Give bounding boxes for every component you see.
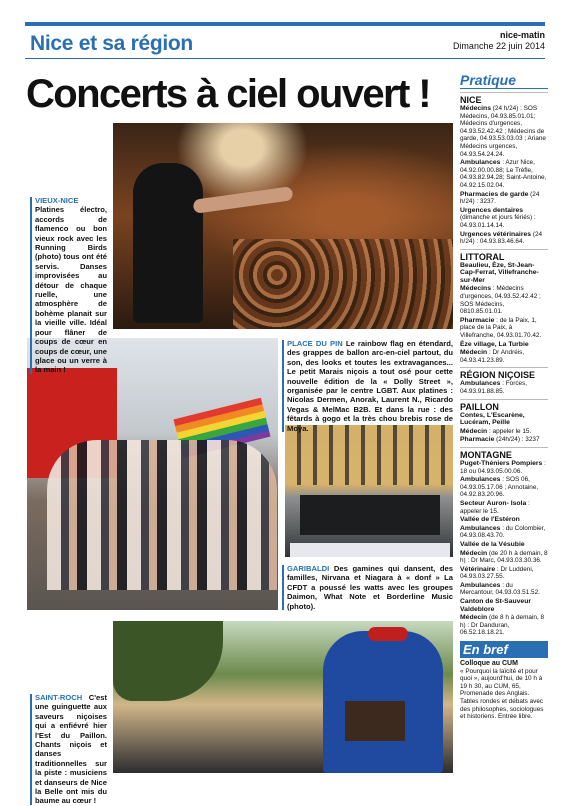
sidebar-entry: [460, 380, 548, 395]
photo-vieux-nice-concert: [113, 123, 453, 329]
caption-place-du-pin: [287, 339, 453, 433]
sidebar-entry-label: Vétérinaire: [460, 565, 496, 573]
caption-saint-roch: [35, 693, 107, 806]
en-bref-title: En bref: [460, 641, 548, 658]
sidebar-entry-text: (24 h/24) : 04.93.83.46.64.: [460, 230, 543, 246]
sidebar-region-heading: MONTAGNE: [460, 447, 548, 460]
sidebar-entry-label: Pharmacie: [460, 316, 495, 324]
sidebar-entry-text: : de la Paix, 1, place de la Paix, à Villefranche, 04.93.01.70.42.: [460, 316, 542, 340]
sidebar-entry-text: (de 8 h à demain, 8 h) : Dr Danduran, 06.52.18.18.21.: [460, 614, 545, 637]
masthead-info: [453, 30, 545, 52]
sidebar-entry-label: Contes, L'Escarène, Lucéram, Peille: [460, 411, 525, 427]
sidebar-entry-label: Ambulances: [460, 524, 501, 532]
sidebar-entry-label: Urgences dentaires: [460, 206, 524, 214]
sidebar-entry: [460, 525, 548, 540]
sidebar-entry-text: : Dr Andréis, 04.93.41.23.89.: [460, 349, 525, 364]
sidebar-entry: [460, 231, 548, 246]
sidebar-entry: [460, 262, 548, 285]
caption-body: C'est une guinguette aux saveurs niçoises qui a enfiévré hier l'Est du Paillon. Chants niçois et danses traditionnelles sur la piste : musiciens et danseurs de Nice la Belle ont mis du baume au cœur !: [35, 693, 107, 806]
sidebar-entry-text: (de 20 h à demain, 8 h) : Dr Marc, 04.93.03.30.36.: [460, 549, 548, 565]
caption-place: PLACE DU PIN: [287, 339, 343, 348]
sidebar-entry: [460, 191, 548, 206]
photo-place-du-pin-party: [27, 338, 278, 610]
sidebar-entry-label: Vallée de l'Estéron: [460, 516, 520, 524]
sidebar-entry-label: Secteur Auron- Isola: [460, 499, 527, 507]
sidebar-region-heading: PAILLON: [460, 399, 548, 412]
header-underline: [25, 58, 545, 59]
sidebar-entry: [460, 541, 548, 549]
sidebar-entry-label: Médecins: [460, 105, 491, 112]
caption-place: VIEUX-NICE: [35, 196, 79, 205]
sidebar-entry-label: Médecins: [460, 285, 491, 293]
sidebar-entry-label: Médecin: [460, 427, 488, 435]
sidebar-region-heading: NICE: [460, 92, 548, 105]
sidebar-entry-label: Vallée de la Vésubie: [460, 540, 525, 548]
sidebar-region-heading: LITTORAL: [460, 249, 548, 262]
sidebar-entry: [460, 349, 548, 364]
sidebar-entry: [460, 436, 548, 444]
sidebar-entry: [460, 159, 548, 189]
sidebar-entry: [460, 428, 548, 436]
paper-name: nice-matin: [499, 30, 545, 40]
caption-body: Le rainbow flag en étendard, des grappes de ballon arc-en-ciel partout, du son, des looks et toutes les extravagances... Le petit Marais niçois a tout osé pour cette nouvelle édition de la « Dolly Street », organisée par le centre LGBT. Aux platines : Nicolas Dermen, Anorak, Laurent N., Ricardo Vegas & MelMac B2B. Et dans la rue : des fêtards à gogo et la très chou brebis rose de Moya.: [287, 339, 453, 433]
caption-place: SAINT-ROCH: [35, 693, 83, 702]
sidebar-title: Pratique: [460, 72, 548, 89]
sidebar-entry: [460, 476, 548, 499]
sidebar-entry: [460, 317, 548, 340]
sidebar-entry: [460, 566, 548, 581]
sidebar-entry-text: (24 h/24) : 3237.: [460, 190, 540, 206]
caption-body: Platines électro, accords de flamenco ou bon vieux rock avec les Running Birds (photo) tous ont été servis. Danses improvisées au détour de chaque ruelle, une atmosphère de bohème planait sur la vieille ville. Idéal pour flâner de coups de cœur en coups de cœur, une glace ou un verre à la main !: [35, 205, 107, 375]
sidebar-entry: [460, 582, 548, 597]
sidebar-entry-text: (24h/24) : 3237: [496, 436, 540, 444]
sidebar-entry-text: (24 h/24) : SOS Médecins, 04.93.85.01.01; Médecins d'urgences, 04.93.52.42.42 ; Médecins de garde, 04.93.53.03.03 ; Ariane Médecins urgences, 04.93.54.24.24.: [460, 105, 546, 158]
header-rule: [25, 22, 545, 26]
sidebar-entry-text: : Dr Luddeni, 04.93.03.27.55.: [460, 565, 534, 581]
photo-saint-roch-musicians: [113, 621, 453, 773]
sidebar-entry-label: Èze village, La Turbie: [460, 340, 529, 348]
sidebar-entry-label: Beaulieu, Èze, St-Jean-Cap-Ferrat, Villefranche-sur-Mer: [460, 261, 539, 284]
sidebar-entry-label: Médecin: [460, 549, 488, 557]
sidebar-entry: [460, 105, 548, 158]
caption-place: GARIBALDI: [287, 564, 330, 573]
sidebar-entry: [460, 207, 548, 230]
sidebar-entry-text: : appeler le 15.: [460, 499, 530, 515]
sidebar-entry-text: : Forces, 04.93.91.88.85.: [460, 380, 528, 395]
sidebar-entry-label: Canton de St-Sauveur Valdeblore: [460, 598, 531, 613]
sidebar-entry-text: : du Colombier, 04.93.08.43.70.: [460, 524, 546, 540]
sidebar-entry-text: : Médecins d'urgences, 04.93.52.42.42 ; SOS Médecins, 0810.85.01.01.: [460, 285, 541, 316]
sidebar-entry: [460, 460, 548, 475]
sidebar-regions: [460, 92, 548, 637]
sidebar-entry-label: Ambulances: [460, 380, 501, 388]
sidebar-entry: [460, 516, 548, 524]
sidebar-entry-label: Ambulances: [460, 581, 501, 589]
sidebar-entry-label: Urgences vétérinaires: [460, 230, 532, 238]
photo-garibaldi-stage: [285, 425, 453, 557]
en-bref-heading: Colloque au CUM: [460, 660, 518, 668]
sidebar-entry-text: : SOS 06, 04.93.05.17.06 ; Annotaine, 04.92.83.20.96.: [460, 476, 539, 499]
sidebar-entry-text: : Azur Nice, 04.92.00.00.88; Le Trèfle, 04.93.82.94.28; Saint-Antoine, 04.92.15.02.04.: [460, 159, 547, 189]
sidebar-entry: [460, 614, 548, 637]
sidebar-entry: [460, 412, 548, 427]
sidebar-entry: [460, 550, 548, 565]
sidebar-entry-label: Pharmacie: [460, 436, 495, 444]
sidebar-entry-label: Puget-Théniers Pompiers: [460, 459, 543, 467]
sidebar-entry-label: Pharmacies de garde: [460, 190, 529, 198]
sidebar-entry: [460, 341, 548, 349]
sidebar-pratique: [460, 72, 548, 721]
sidebar-entry: [460, 285, 548, 315]
sidebar-entry-text: (dimanche et jours fériés) : 04.93.01.14.14.: [460, 214, 536, 229]
sidebar-entry-text: : appeler le 15.: [488, 427, 532, 435]
issue-date: Dimanche 22 juin 2014: [452, 41, 545, 51]
headline: Concerts à ciel ouvert !: [26, 72, 430, 116]
section-title: Nice et sa région: [30, 32, 193, 55]
caption-body: Des gamines qui dansent, des familles, Nirvana et Niagara à « donf » La CFDT a poussé les watts avec les groupes Daimon, What Note et Borderline Music (photo).: [287, 564, 453, 611]
en-bref-text: « Pourquoi la laïcité et pour quoi », aujourd'hui, de 10 h à 19 h 30, au CUM, 65, Promenade des Anglais. Tables rondes et débats avec des philosophes, sociologues et historiens. Entrée libre.: [460, 667, 544, 721]
sidebar-entry-label: Ambulances: [460, 159, 501, 167]
sidebar-entry-text: : du Mercantour, 04.93.03.51.52.: [460, 581, 540, 597]
caption-vieux-nice: [35, 196, 107, 375]
sidebar-entry-label: Médecin: [460, 614, 488, 622]
sidebar-entry-text: : 18 ou 04.93.05.00.06.: [460, 459, 546, 475]
sidebar-entry: [460, 500, 548, 515]
caption-garibaldi: [287, 564, 453, 611]
sidebar-entry: [460, 598, 548, 613]
sidebar-entry-label: Médecin: [460, 349, 488, 357]
sidebar-region-heading: RÉGION NIÇOISE: [460, 367, 548, 380]
sidebar-entry-label: Ambulances: [460, 476, 501, 484]
